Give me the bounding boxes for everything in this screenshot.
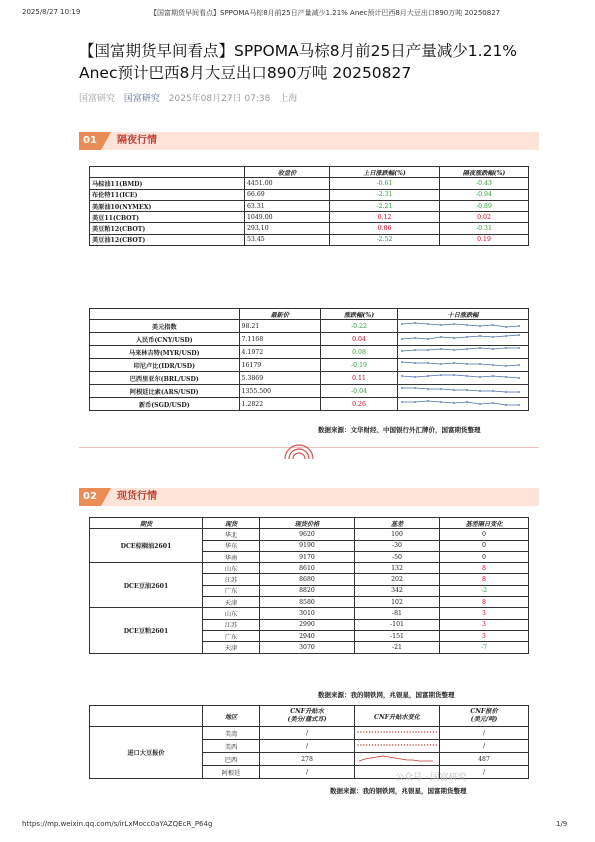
meta-location: 上海 (279, 94, 298, 104)
overnight-table (89, 166, 529, 246)
row-basis: 132 (355, 563, 440, 574)
row-sparkline (398, 385, 529, 398)
row-name: 巴西里亚尔(BRL/USD) (90, 372, 240, 385)
row-region: 江苏 (203, 574, 260, 585)
title-line-2: Anec预计巴西8月大豆出口890万吨 20250827 (79, 64, 412, 82)
row-basis-change: 8 (440, 563, 529, 574)
row-region: 华北 (203, 529, 260, 540)
table-header-row: 期货 现货 现货价格 基差 基差隔日变化 (90, 518, 529, 529)
row-price: 8580 (260, 597, 355, 608)
row-basis: -151 (355, 630, 440, 641)
row-basis-change: 0 (440, 529, 529, 540)
section-header-overnight (79, 132, 539, 150)
row-price: 9170 (260, 551, 355, 562)
row-price: 1355.500 (239, 385, 321, 398)
section-header-spot (79, 488, 539, 506)
row-name: 美元指数 (90, 320, 240, 333)
row-overnight-change: 0.02 (440, 212, 529, 223)
row-region: 美西 (203, 740, 260, 753)
row-overnight-change: 0.19 (440, 234, 529, 245)
row-close: 66.69 (245, 189, 330, 200)
row-basis: 100 (355, 529, 440, 540)
row-price: 8610 (260, 563, 355, 574)
table-row (90, 359, 529, 372)
row-region: 天津 (203, 642, 260, 653)
row-close: 63.31 (245, 200, 330, 211)
print-tab-title: 【国富期货早间看点】SPPOMA马棕8月前25日产量减少1.21% Anec预计巴西8月大豆出口890万吨 20250827 (150, 9, 501, 17)
row-region: 山东 (203, 563, 260, 574)
row-sparkline (398, 333, 529, 346)
row-change: 0.26 (321, 398, 398, 411)
spot-table (89, 517, 529, 654)
section-number: 01 (79, 132, 101, 150)
row-sparkline (398, 346, 529, 359)
sparkline-icon (398, 346, 528, 356)
row-prev-change: -2.31 (330, 189, 440, 200)
row-sparkline (398, 359, 529, 372)
row-price: 16179 (239, 359, 321, 372)
table-row (90, 333, 529, 346)
row-name: 马来林吉特(MYR/USD) (90, 346, 240, 359)
table-row (90, 385, 529, 398)
table-row (90, 727, 529, 740)
row-basis-change: 8 (440, 574, 529, 585)
row-price: 98.21 (239, 320, 321, 333)
row-name: 印尼卢比(IDR/USD) (90, 359, 240, 372)
row-cnf-trend (355, 753, 440, 766)
row-region: 华南 (203, 551, 260, 562)
row-prev-change: -2.21 (330, 200, 440, 211)
row-close: 293.10 (245, 223, 330, 234)
row-basis: -21 (355, 642, 440, 653)
row-change: 0.04 (321, 333, 398, 346)
row-cnf: / (260, 766, 355, 779)
sparkline-icon (398, 398, 528, 408)
group-name: 进口大豆报价 (90, 727, 203, 779)
table-row (90, 563, 529, 574)
table-row (90, 189, 529, 200)
row-basis-change: 3 (440, 608, 529, 619)
row-overnight-change: -0.43 (440, 178, 529, 189)
row-region: 阿根廷 (203, 766, 260, 779)
row-region: 巴西 (203, 753, 260, 766)
row-price: 2940 (260, 630, 355, 641)
row-price: 9190 (260, 540, 355, 551)
row-sparkline (398, 320, 529, 333)
table-row (90, 608, 529, 619)
row-name: 美豆粕12(CBOT) (90, 223, 245, 234)
row-cnf-trend (355, 727, 440, 740)
row-prev-change: -2.52 (330, 234, 440, 245)
print-datetime: 2025/8/27 10:19 (22, 8, 81, 16)
row-basis: 102 (355, 597, 440, 608)
row-close: 1049.00 (245, 212, 330, 223)
table-row (90, 223, 529, 234)
row-name: 新币(SGD/USD) (90, 398, 240, 411)
row-basis-change: -7 (440, 642, 529, 653)
row-price: 3070 (260, 642, 355, 653)
row-change: -0.22 (321, 320, 398, 333)
row-price: 8820 (260, 585, 355, 596)
row-region: 天津 (203, 597, 260, 608)
row-region: 美湾 (203, 727, 260, 740)
row-prev-change: -0.61 (330, 178, 440, 189)
row-change: 0.11 (321, 372, 398, 385)
row-quote: / (440, 727, 529, 740)
row-name: 美原油10(NYMEX) (90, 200, 245, 211)
row-cnf: / (260, 727, 355, 740)
row-sparkline (398, 372, 529, 385)
print-page-count: 1/9 (556, 820, 568, 828)
table-row (90, 346, 529, 359)
row-close: 4451.00 (245, 178, 330, 189)
title-line-1: 【国富期货早间看点】SPPOMA马棕8月前25日产量减少1.21% (79, 42, 518, 60)
table-row (90, 212, 529, 223)
row-region: 广东 (203, 630, 260, 641)
row-basis-change: -2 (440, 585, 529, 596)
row-quote: / (440, 740, 529, 753)
group-name: DCE棕榈油2601 (90, 529, 203, 563)
row-basis: -50 (355, 551, 440, 562)
sparkline-icon (398, 385, 528, 395)
trend-sparkline-icon (355, 740, 439, 750)
row-name: 阿根廷比索(ARS/USD) (90, 385, 240, 398)
sparkline-icon (398, 333, 528, 343)
row-change: -0.19 (321, 359, 398, 372)
sparkline-icon (398, 359, 528, 369)
table-row (90, 200, 529, 211)
row-basis: -30 (355, 540, 440, 551)
table-row (90, 234, 529, 245)
row-change: -0.04 (321, 385, 398, 398)
print-url: https://mp.weixin.qq.com/s/irLxMocc0aYAZQEcR_P64g (22, 820, 213, 828)
row-price: 2990 (260, 619, 355, 630)
row-region: 华东 (203, 540, 260, 551)
row-name: 人民币(CNY/USD) (90, 333, 240, 346)
row-prev-change: 0.12 (330, 212, 440, 223)
row-prev-change: 0.86 (330, 223, 440, 234)
sparkline-icon (398, 320, 528, 330)
row-cnf-trend (355, 740, 440, 753)
section-title: 隔夜行情 (117, 135, 157, 146)
watermark-text: 公众号 · 国富研究 (395, 773, 467, 783)
section-title: 现货行情 (117, 491, 157, 502)
row-name: 马棕油11(BMD) (90, 178, 245, 189)
section-number: 02 (79, 488, 101, 506)
table-row (90, 320, 529, 333)
meta-date: 2025年08月27日 07:38 (168, 94, 271, 104)
row-cnf: 278 (260, 753, 355, 766)
row-basis-change: 0 (440, 540, 529, 551)
row-price: 9620 (260, 529, 355, 540)
row-quote: 487 (440, 753, 529, 766)
import-source-note: 数据来源：我的钢铁网，兆银星，国富期货整理 (330, 787, 467, 795)
row-overnight-change: -0.89 (440, 200, 529, 211)
row-name: 布伦特11(ICE) (90, 189, 245, 200)
row-basis-change: 3 (440, 619, 529, 630)
row-basis: -101 (355, 619, 440, 630)
row-quote: / (440, 766, 529, 779)
table-header-row: 地区 CNF升贴水 (美分/蒲式耳) CNF升贴水变化 CNF报价 (美元/吨) (90, 706, 529, 727)
row-basis-change: 8 (440, 597, 529, 608)
article-title (79, 40, 549, 84)
row-price: 1.2822 (239, 398, 321, 411)
row-price: 5.3869 (239, 372, 321, 385)
fx-table (89, 308, 529, 411)
import-table (89, 705, 529, 779)
sparkline-icon (398, 372, 528, 382)
table-header-row: 最新价 涨跌幅(%) 十日涨跌幅 (90, 309, 529, 320)
table-row (90, 372, 529, 385)
row-basis: 202 (355, 574, 440, 585)
article-meta (79, 91, 303, 104)
row-price: 8680 (260, 574, 355, 585)
meta-source: 国富研究 (79, 94, 116, 104)
fx-source-note: 数据来源：文华财经、中国银行外汇牌价，国富期货整理 (318, 426, 481, 434)
table-row (90, 529, 529, 540)
row-cnf: / (260, 740, 355, 753)
row-sparkline (398, 398, 529, 411)
row-overnight-change: -0.94 (440, 189, 529, 200)
row-close: 53.45 (245, 234, 330, 245)
trend-sparkline-icon (355, 753, 439, 763)
meta-account-link[interactable]: 国富研究 (123, 94, 160, 104)
wave-ornament-icon (279, 441, 319, 461)
spot-source-note: 数据来源：我的钢铁网，兆银星，国富期货整理 (318, 691, 455, 699)
row-basis: 342 (355, 585, 440, 596)
row-overnight-change: -0.31 (440, 223, 529, 234)
row-change: 0.08 (321, 346, 398, 359)
row-price: 4.1972 (239, 346, 321, 359)
group-name: DCE豆油2601 (90, 563, 203, 608)
group-name: DCE豆粕2601 (90, 608, 203, 653)
row-price: 3010 (260, 608, 355, 619)
table-header-row: 收盘价 上日涨跌幅(%) 隔夜涨跌幅(%) (90, 167, 529, 178)
row-region: 江苏 (203, 619, 260, 630)
row-name: 美豆油12(CBOT) (90, 234, 245, 245)
table-row (90, 398, 529, 411)
row-name: 美豆11(CBOT) (90, 212, 245, 223)
trend-sparkline-icon (355, 727, 439, 737)
row-basis: -81 (355, 608, 440, 619)
row-region: 广东 (203, 585, 260, 596)
row-region: 山东 (203, 608, 260, 619)
row-basis-change: 3 (440, 630, 529, 641)
row-price: 7.1168 (239, 333, 321, 346)
table-row (90, 178, 529, 189)
row-basis-change: 0 (440, 551, 529, 562)
